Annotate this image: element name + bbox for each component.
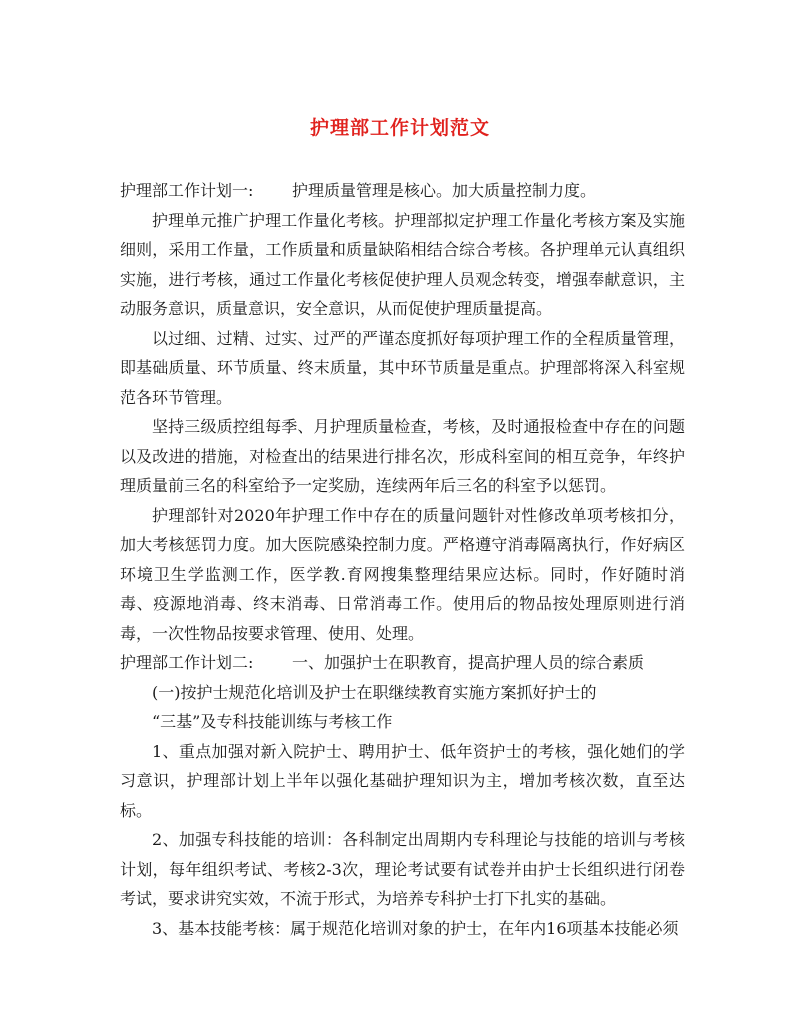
paragraph: 以过细、过精、过实、过严的严谨态度抓好每项护理工作的全程质量管理，即基础质量、环节质量、终末质量，其中环节质量是重点。护理部将深入科室规范各环节管理。 bbox=[120, 328, 685, 407]
document-body bbox=[120, 176, 685, 943]
sub-heading-continued: “三基”及专科技能训练与考核工作 bbox=[152, 712, 393, 731]
plan-one-label: 护理部工作计划一: bbox=[120, 181, 254, 200]
plan-one-text: 护理质量管理是核心。加大质量控制力度。 bbox=[292, 181, 597, 200]
paragraph: 3、基本技能考核：属于规范化培训对象的护士，在年内16项基本技能必须 bbox=[152, 918, 679, 938]
plan-two-text: 一、加强护士在职教育，提高护理人员的综合素质 bbox=[292, 653, 645, 672]
paragraph: 2、加强专科技能的培训：各科制定出周期内专科理论与技能的培训与考核计划，每年组织考试、考核2-3次，理论考试要有试卷并由护士长组织进行闭卷考试，要求讲究实效，不流于形式，为培养专科护士打下扎实的基础。 bbox=[120, 830, 685, 908]
sub-heading: (一)按护士规范化培训及护士在职继续教育实施方案抓好护士的 bbox=[152, 682, 597, 702]
paragraph: 1、重点加强对新入院护士、聘用护士、低年资护士的考核，强化她们的学习意识，护理部计划上半年以强化基础护理知识为主，增加考核次数，直至达标。 bbox=[120, 741, 685, 820]
document-title: 护理部工作计划范文 bbox=[309, 117, 490, 139]
plan-two-label: 护理部工作计划二: bbox=[120, 653, 254, 672]
plan-two-heading bbox=[120, 648, 685, 678]
paragraph: 坚持三级质控组每季、月护理质量检查，考核，及时通报检查中存在的问题以及改进的措施，对检查出的结果进行排名次，形成科室间的相互竞争，年终护理质量前三名的科室给予一定奖励，连续两年后三名的科室予以惩罚。 bbox=[120, 417, 685, 495]
paragraph: 护理部针对2020年护理工作中存在的质量问题针对性修改单项考核扣分，加大考核惩罚力度。加大医院感染控制力度。严格遵守消毒隔离执行，作好病区环境卫生学监测工作，医学教.育网搜集整理结果应达标。同时，作好随时消毒、疫源地消毒、终末消毒、日常消毒工作。使用后的物品按处理原则进行消毒，一次性物品按要求管理、使用、处理。 bbox=[120, 505, 685, 643]
plan-one-heading bbox=[120, 176, 685, 206]
paragraph: 护理单元推广护理工作量化考核。护理部拟定护理工作量化考核方案及实施细则，采用工作量，工作质量和质量缺陷相结合综合考核。各护理单元认真组织实施，进行考核，通过工作量化考核促使护理人员观念转变，增强奉献意识，主动服务意识，质量意识，安全意识，从而促使护理质量提高。 bbox=[120, 210, 685, 318]
